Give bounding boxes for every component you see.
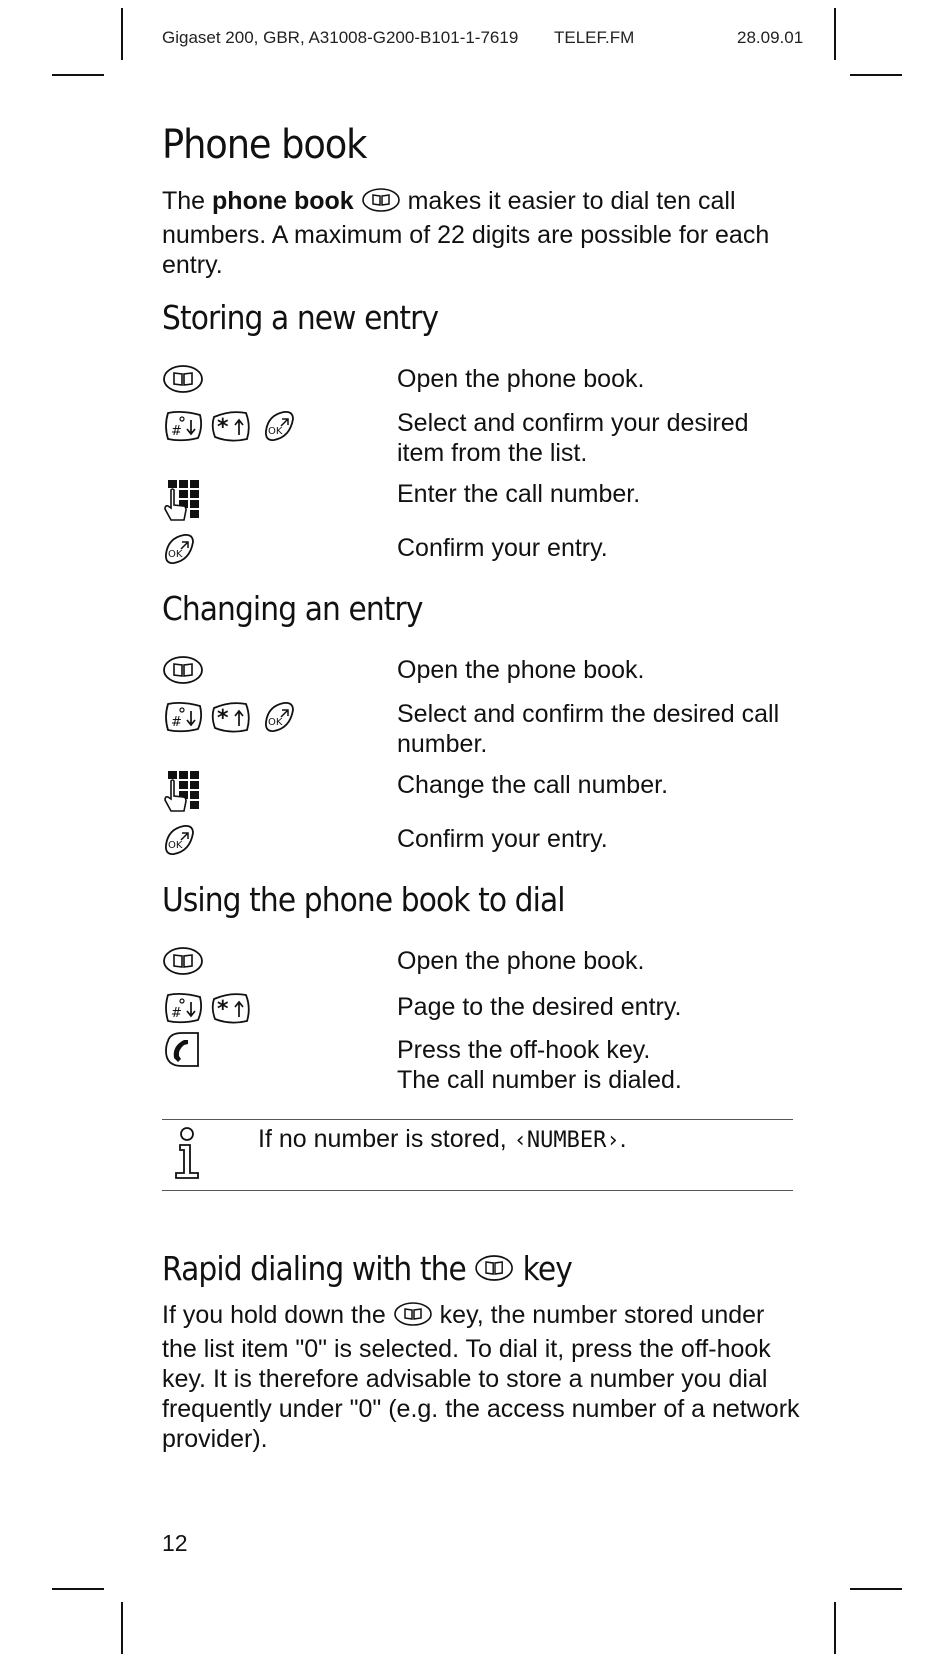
crop-mark-top-right-vertical (834, 8, 836, 60)
storing-step-3-icons (162, 478, 206, 524)
off-hook-key-icon (162, 1031, 202, 1069)
star-up-key-icon (210, 409, 252, 443)
svg-text:OK: OK (268, 717, 283, 728)
svg-text:*: * (217, 415, 229, 440)
dialing-step-3-icons (162, 1031, 202, 1069)
rapid-text: key, the number stored under the list item "0" is selected. To dial it, press the off-hook key. It is therefore advisable to store a number you dial frequently under "0" (e.g. the access number of a network provider). (162, 1301, 800, 1453)
storing-step-2-text: Select and confirm your desired item from the list. (397, 409, 749, 467)
phonebook-key-icon (361, 187, 401, 220)
note-text (258, 1124, 627, 1156)
heading-rapid-prefix: Rapid dialing with the (162, 1249, 475, 1288)
storing-step-3-text: Enter the call number. (397, 480, 641, 508)
note-bottom-rule (162, 1190, 793, 1191)
intro-bold-term: phone book (212, 187, 354, 215)
crop-mark-bottom-right-vertical (834, 1602, 836, 1654)
hash-down-key-icon (162, 409, 204, 443)
changing-step-3-icons (162, 769, 206, 815)
crop-mark-bottom-left-horizontal (52, 1588, 104, 1590)
svg-text:OK: OK (168, 840, 183, 851)
storing-step-2-icons (162, 409, 296, 443)
hash-down-key-icon (162, 700, 204, 734)
keypad-icon (162, 769, 206, 815)
changing-step-1-text: Open the phone book. (397, 656, 645, 684)
dialing-step-1-text: Open the phone book. (397, 947, 645, 975)
crop-mark-top-right-horizontal (850, 74, 902, 76)
dialing-step-3-text (397, 1035, 797, 1095)
svg-text:OK: OK (268, 426, 283, 437)
storing-step-1-text: Open the phone book. (397, 365, 645, 393)
svg-text:*: * (217, 706, 229, 731)
hash-down-key-icon (162, 991, 204, 1025)
svg-text:OK: OK (168, 549, 183, 560)
phonebook-key-icon (393, 1301, 433, 1334)
note-prefix: If no number is stored, (258, 1125, 514, 1153)
storing-step-4-icons (162, 532, 196, 566)
svg-text:#: # (171, 715, 182, 730)
svg-text:#: # (171, 424, 182, 439)
rapid-text-prefix: If you hold down the (162, 1301, 393, 1329)
phonebook-key-icon (162, 946, 204, 976)
changing-step-2-icons (162, 700, 296, 734)
changing-step-2-text: Select and confirm the desired call number. (397, 700, 780, 758)
heading-dialing: Using the phone book to dial (162, 880, 565, 919)
heading-rapid-suffix: key (514, 1249, 572, 1288)
star-up-key-icon (210, 700, 252, 734)
dialing-step-1-icons (162, 946, 204, 976)
crop-mark-bottom-left-vertical (121, 1602, 123, 1654)
heading-storing: Storing a new entry (162, 298, 439, 337)
note-suffix: . (619, 1125, 627, 1153)
intro-text: makes it easier to dial ten call numbers. A maximum of 22 digits are possible for each entry. (162, 187, 770, 279)
dialing-step-3-line-1: Press the off-hook key. (397, 1036, 651, 1064)
storing-step-1-icons (162, 364, 204, 394)
svg-text:#: # (171, 1006, 182, 1021)
changing-step-3-text: Change the call number. (397, 771, 669, 799)
ok-key-icon (162, 823, 196, 857)
changing-step-4-icons (162, 823, 196, 857)
dialing-step-3-line-2: The call number is dialed. (397, 1066, 682, 1094)
header-file: TELEF.FM (554, 28, 635, 47)
svg-text:*: * (217, 997, 229, 1022)
page-title: Phone book (162, 122, 367, 168)
crop-mark-top-left-horizontal (52, 74, 104, 76)
display-text-number: ‹NUMBER› (513, 1128, 620, 1153)
page-number: 12 (162, 1530, 188, 1556)
phonebook-key-icon (162, 655, 204, 685)
ok-key-icon (262, 700, 296, 734)
phonebook-key-icon (162, 364, 204, 394)
info-icon (170, 1126, 204, 1180)
ok-key-icon (262, 409, 296, 443)
crop-mark-bottom-right-horizontal (850, 1588, 902, 1590)
storing-step-4-text: Confirm your entry. (397, 534, 608, 562)
note-top-rule (162, 1119, 793, 1120)
header-date: 28.09.01 (737, 28, 804, 47)
phonebook-key-icon (474, 1251, 514, 1290)
heading-rapid-dialing (162, 1249, 572, 1290)
intro-prefix: The (162, 187, 213, 215)
rapid-paragraph (162, 1300, 802, 1454)
changing-step-4-text: Confirm your entry. (397, 825, 608, 853)
star-up-key-icon (210, 991, 252, 1025)
dialing-step-2-text: Page to the desired entry. (397, 993, 682, 1021)
intro-paragraph (162, 186, 802, 280)
heading-changing: Changing an entry (162, 589, 423, 628)
crop-mark-top-left-vertical (121, 8, 123, 60)
header-doc-id: Gigaset 200, GBR, A31008-G200-B101-1-7619 (162, 28, 519, 47)
changing-step-1-icons (162, 655, 204, 685)
dialing-step-2-icons (162, 991, 252, 1025)
keypad-icon (162, 478, 206, 524)
ok-key-icon (162, 532, 196, 566)
